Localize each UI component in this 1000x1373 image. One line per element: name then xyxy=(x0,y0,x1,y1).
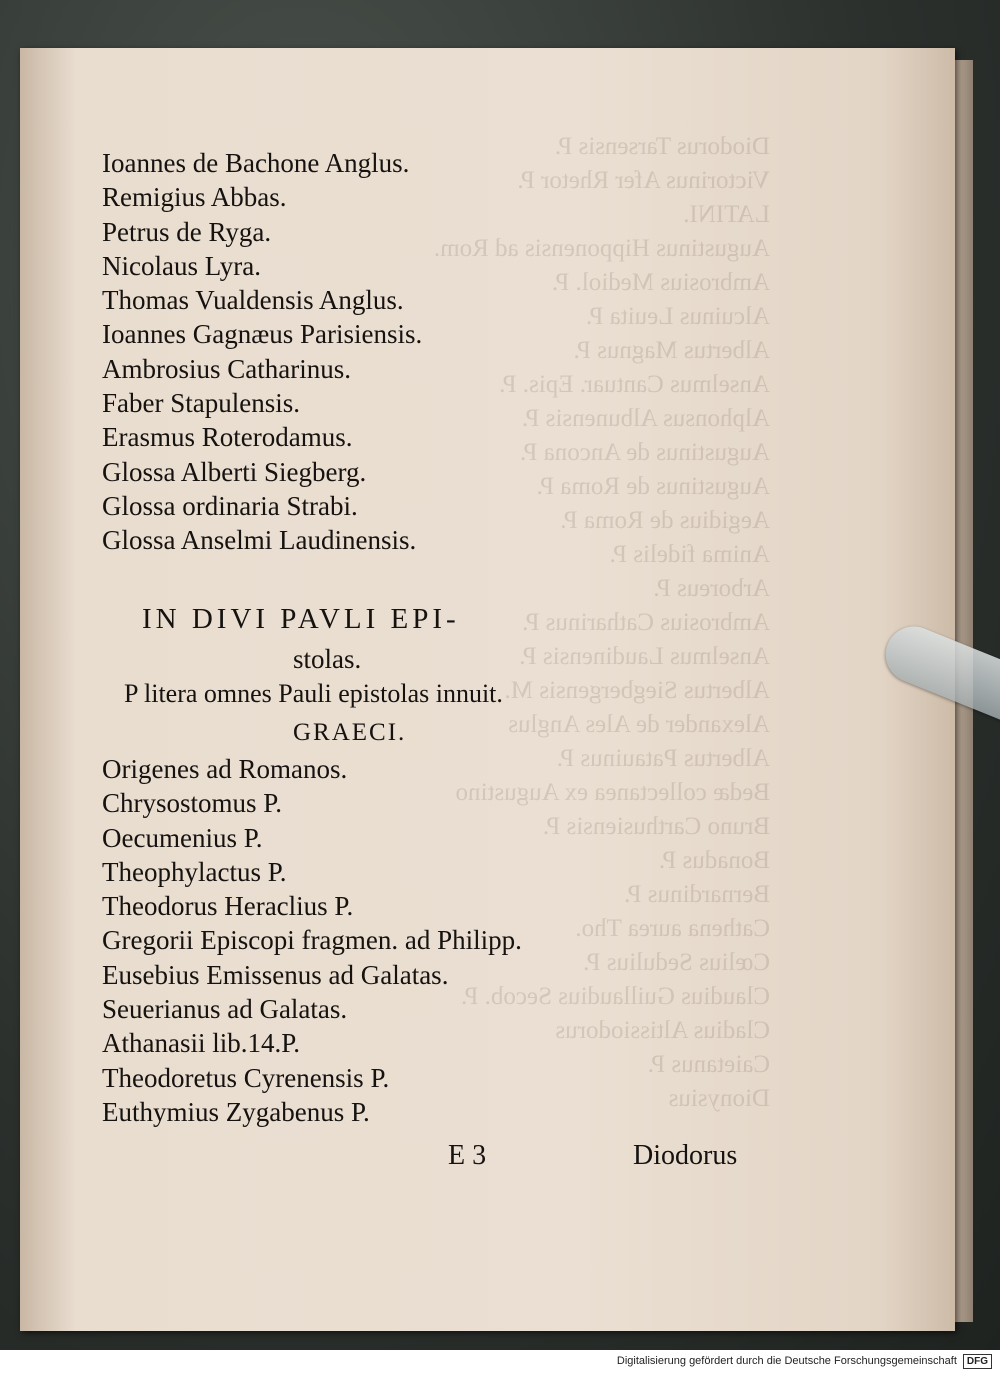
signature-mark: E 3 xyxy=(448,1140,487,1171)
list-item: Chrysostomus P. xyxy=(102,788,283,819)
list-item: Seuerianus ad Galatas. xyxy=(102,994,348,1025)
list-item: Oecumenius P. xyxy=(102,822,263,853)
list-item: Thomas Vualdensis Anglus. xyxy=(102,285,404,316)
list-item: Nicolaus Lyra. xyxy=(102,250,261,281)
list-item: Athanasii lib.14.P. xyxy=(102,1028,301,1059)
list-item: Theodoretus Cyrenensis P. xyxy=(102,1062,390,1093)
list-item: Glossa Alberti Siegberg. xyxy=(102,456,367,487)
catchword: Diodorus xyxy=(633,1140,738,1171)
footer-bar xyxy=(0,1350,1000,1373)
dfg-logo-icon: DFG xyxy=(963,1354,992,1369)
list-item: Petrus de Ryga. xyxy=(102,216,272,247)
section-heading: IN DIVI PAVLI EPI- xyxy=(142,603,460,635)
list-item: Theodorus Heraclius P. xyxy=(102,891,354,922)
list-item: Glossa ordinaria Strabi. xyxy=(102,490,358,521)
list-item: Faber Stapulensis. xyxy=(102,388,300,419)
author-list-top xyxy=(102,146,762,558)
list-item: Origenes ad Romanos. xyxy=(102,754,348,784)
footer-credit: Digitalisierung gefördert durch die Deutsche Forschungsgemeinschaft xyxy=(616,1355,957,1367)
list-item: Theophylactus P. xyxy=(102,856,287,887)
section-note: P litera omnes Pauli epistolas innuit. xyxy=(124,679,503,708)
list-item: Ioannes Gagnæus Parisiensis. xyxy=(102,319,423,350)
author-list-graeci xyxy=(102,752,522,1129)
list-item: Ioannes de Bachone Anglus. xyxy=(102,148,410,178)
section-heading-continuation: stolas. xyxy=(293,644,362,674)
list-item: Gregorii Episcopi fragmen. ad Philipp. xyxy=(102,925,522,956)
list-item: Remigius Abbas. xyxy=(102,182,287,213)
list-item: Euthymius Zygabenus P. xyxy=(102,1096,370,1127)
section-subheading: GRAECI. xyxy=(293,719,407,746)
list-item: Ambrosius Catharinus. xyxy=(102,353,351,384)
list-item: Erasmus Roterodamus. xyxy=(102,422,353,453)
list-item: Glossa Anselmi Laudinensis. xyxy=(102,525,417,556)
list-item: Eusebius Emissenus ad Galatas. xyxy=(102,959,449,990)
